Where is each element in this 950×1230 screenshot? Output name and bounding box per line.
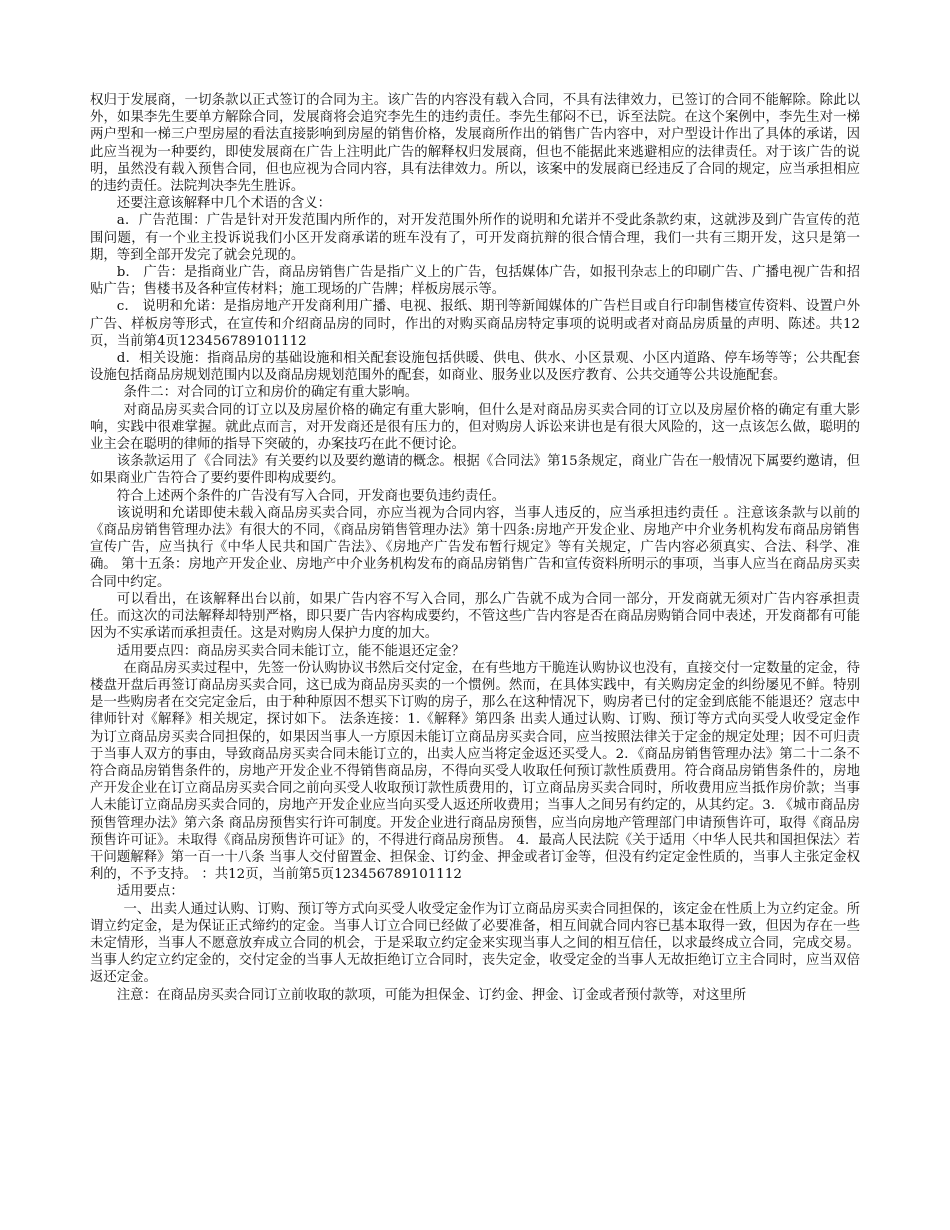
- paragraph-liability: 符合上述两个条件的广告没有写入合同，开发商也要负违约责任。: [116, 488, 506, 504]
- paragraph-deposit-practice: 在商品房买卖过程中，先签一份认购协议书然后交付定金，在有些地方干脆连认购协议也没有，直接交付一定数量的定金，待楼盘开盘后再签订商品房买卖合同，这已成为商品房买卖的一个惯例。然而，在具体实践中，有关购房定金的纠纷屡见不鲜。特别是一些购房者在交完定金后，由于种种原因不想买下订购的房子，那么在这种情况下，购房者已付的定金到底能不能退还？寇志中律师针对《解释》相关规定，探讨如下。 法条连接：1.《解释》第四条 出卖人通过认购、订购、预订等方式向买受人收受定金作为订立商品房买卖合同担保的，如果因当事人一方原因未能订立商品房买卖合同，应当按照法律关于定金的规定处理；因不可归责于当事人双方的事由，导致商品房买卖合同未能订立的，出卖人应当将定金返还买受人。2．《商品房销售管理办法》第二十二条不符合商品房销售条件的，房地产开发企业不得销售商品房，不得向买受人收取任何预订款性质费用。符合商品房销售条件的，房地产开发企业在订立商品房买卖合同之前向买受人收取预订款性质费用的，订立商品房买卖合同时，所收费用应当抵作房价款；当事人未能订立商品房买卖合同的，房地产开发企业应当向买受人返还所收费用；当事人之间另有约定的，从其约定。3. 《城市商品房预售管理办法》第六条 商品房预售实行许可制度。开发企业进行商品房预售，应当向房地产管理部门申请预售许可，取得《商品房预售许可证》。未取得《商品房预售许可证》的，不得进行商品房预售。 4．最高人民法院《关于适用〈中华人民共和国担保法〉若干问题解释》第一百一十八条 当事人交付留置金、担保金、订约金、押金或者订金等，但没有约定定金性质的，当事人主张定金权利的，不予支持。 ：共12页，当前第5页123456789101112: [90, 660, 860, 883]
- paragraph-point-one: 一、出卖人通过认购、订购、预订等方式向买受人收受定金作为订立商品房买卖合同担保的，该定金在性质上为立约定金。所谓立约定金，是为保证正式缔约的定金。当事人订立合同已经做了必要准备，相互间就合同内容已基本取得一致，但因为存在一些未定情形，当事人不愿意放弃成立合同的机会，于是采取立约定金来实现当事人之间的相互信任，以求最终成立合同，完成交易。当事人约定立约定金的，交付定金的当事人无故拒绝订立合同时，丧失定金，收受定金的当事人无故拒绝订立主合同时，应当双倍返还定金。: [90, 901, 860, 986]
- paragraph-term-c: c． 说明和允诺：是指房地产开发商利用广播、电视、报纸、期刊等新闻媒体的广告栏目或自行印制售楼宣传资料、设置户外广告、样板房等形式，在宣传和介绍商品房的同时，作出的对购买商品房特定事项的说明或者对商品房质量的声明、陈述。共12页，当前第4页123456789101112: [90, 299, 860, 349]
- paragraph-term-b: b． 广告：是指商业广告，商品房销售广告是指广义上的广告，包括媒体广告，如报刊杂志上的印刷广告、广播电视广告和招贴广告；售楼书及各种宣传材料；施工现场的广告牌；样板房展示等。: [90, 265, 860, 298]
- paragraph-term-a: a．广告范围：广告是针对开发范围内所作的，对开发范围外所作的说明和允诺并不受此条款约束，这就涉及到广告宣传的范围问题，有一个业主投诉说我们小区开发商承诺的班车没有了，可开发商抗辩的很合情合理，我们一共有三期开发，这只是第一期，等到全部开发完了就会兑现的。: [90, 213, 860, 263]
- section-heading-key-points: 适用要点：: [116, 884, 184, 900]
- paragraph-term-d: d．相关设施：指商品房的基础设施和相关配套设施包括供暖、供电、供水、小区景观、小区内道路、停车场等等；公共配套设施包括商品房规划范围内以及商品房规划范围外的配套，如商业、服务业以及医疗教育、公共交通等公共设施配套。: [90, 351, 860, 384]
- paragraph-observation: 可以看出，在该解释出台以前，如果广告内容不写入合同，那么广告就不成为合同一部分，开发商就无须对广告内容承担责任。而这次的司法解释却特别严格，即只要广告内容构成要约，不管这些广告内容是否在商品房购销合同中表述，开发商都有可能因为不实承诺而承担责任。这是对购房人保护力度的加大。: [90, 591, 860, 642]
- document-body: [90, 92, 860, 1004]
- paragraph-terms-intro: 还要注意该解释中几个术语的含义：: [116, 196, 332, 212]
- section-heading-point-four: 适用要点四：商品房买卖合同未能订立，能不能退还定金？: [116, 643, 465, 659]
- paragraph-contract-law: 该条款运用了《合同法》有关要约以及要约邀请的概念。根据《合同法》第15条规定，商业广告在一般情况下属要约邀请，但如果商业广告符合了要约要件即构成要约。: [90, 454, 860, 487]
- paragraph-note: 注意：在商品房买卖合同订立前收取的款项，可能为担保金、订约金、押金、订金或者预付款等，对这里所: [116, 987, 747, 1003]
- paragraph-condition-two-detail: 对商品房买卖合同的订立以及房屋价格的确定有重大影响，但什么是对商品房买卖合同的订立以及房屋价格的确定有重大影响，实践中很难掌握。就此点而言，对开发商还是很有压力的，但对购房人诉讼来讲也是有很大风险的，这一点该怎么做，聪明的业主会在聪明的律师的指导下突破的，办案技巧在此不便讨论。: [90, 402, 860, 453]
- paragraph-ad-case-conclusion: 权归于发展商，一切条款以正式签订的合同为主。该广告的内容没有载入合同，不具有法律效力，已签订的合同不能解除。除此以外，如果李先生要单方解除合同，发展商将会追究李先生的违约责任。李先生郁闷不已，诉至法院。在这个案例中，李先生对一梯两户型和一梯三户型房屋的看法直接影响到房屋的销售价格，发展商所作出的销售广告内容中，对户型设计作出了具体的承诺，因此应当视为一种要约，即使发展商在广告上注明此广告的解释权归发展商，但也不能据此来逃避相应的法律责任。对于该广告的说明，虽然没有载入预售合同，但也应视为合同内容，具有法律效力。所以，该案中的发展商已经违反了合同的规定，应当承担相应的违约责任。法院判决李先生胜诉。: [90, 93, 860, 195]
- paragraph-condition-two: 条件二：对合同的订立和房价的确定有重大影响。: [123, 385, 419, 401]
- paragraph-comparison: 该说明和允诺即使未载入商品房买卖合同，亦应当视为合同内容，当事人违反的，应当承担违约责任 。注意该条款与以前的《商品房销售管理办法》有很大的不同，《商品房销售管理办法》第十四条:房地产开发企业、房地产中介业务机构发布商品房销售宣传广告，应当执行《中华人民共和国广告法》、《房地产广告发布暂行规定》等有关规定，广告内容必须真实、合法、科学、准确。 第十五条：房地产开发企业、房地产中介业务机构发布的商品房销售广告和宣传资料所明示的事项，当事人应当在商品房买卖合同中约定。: [90, 505, 860, 590]
